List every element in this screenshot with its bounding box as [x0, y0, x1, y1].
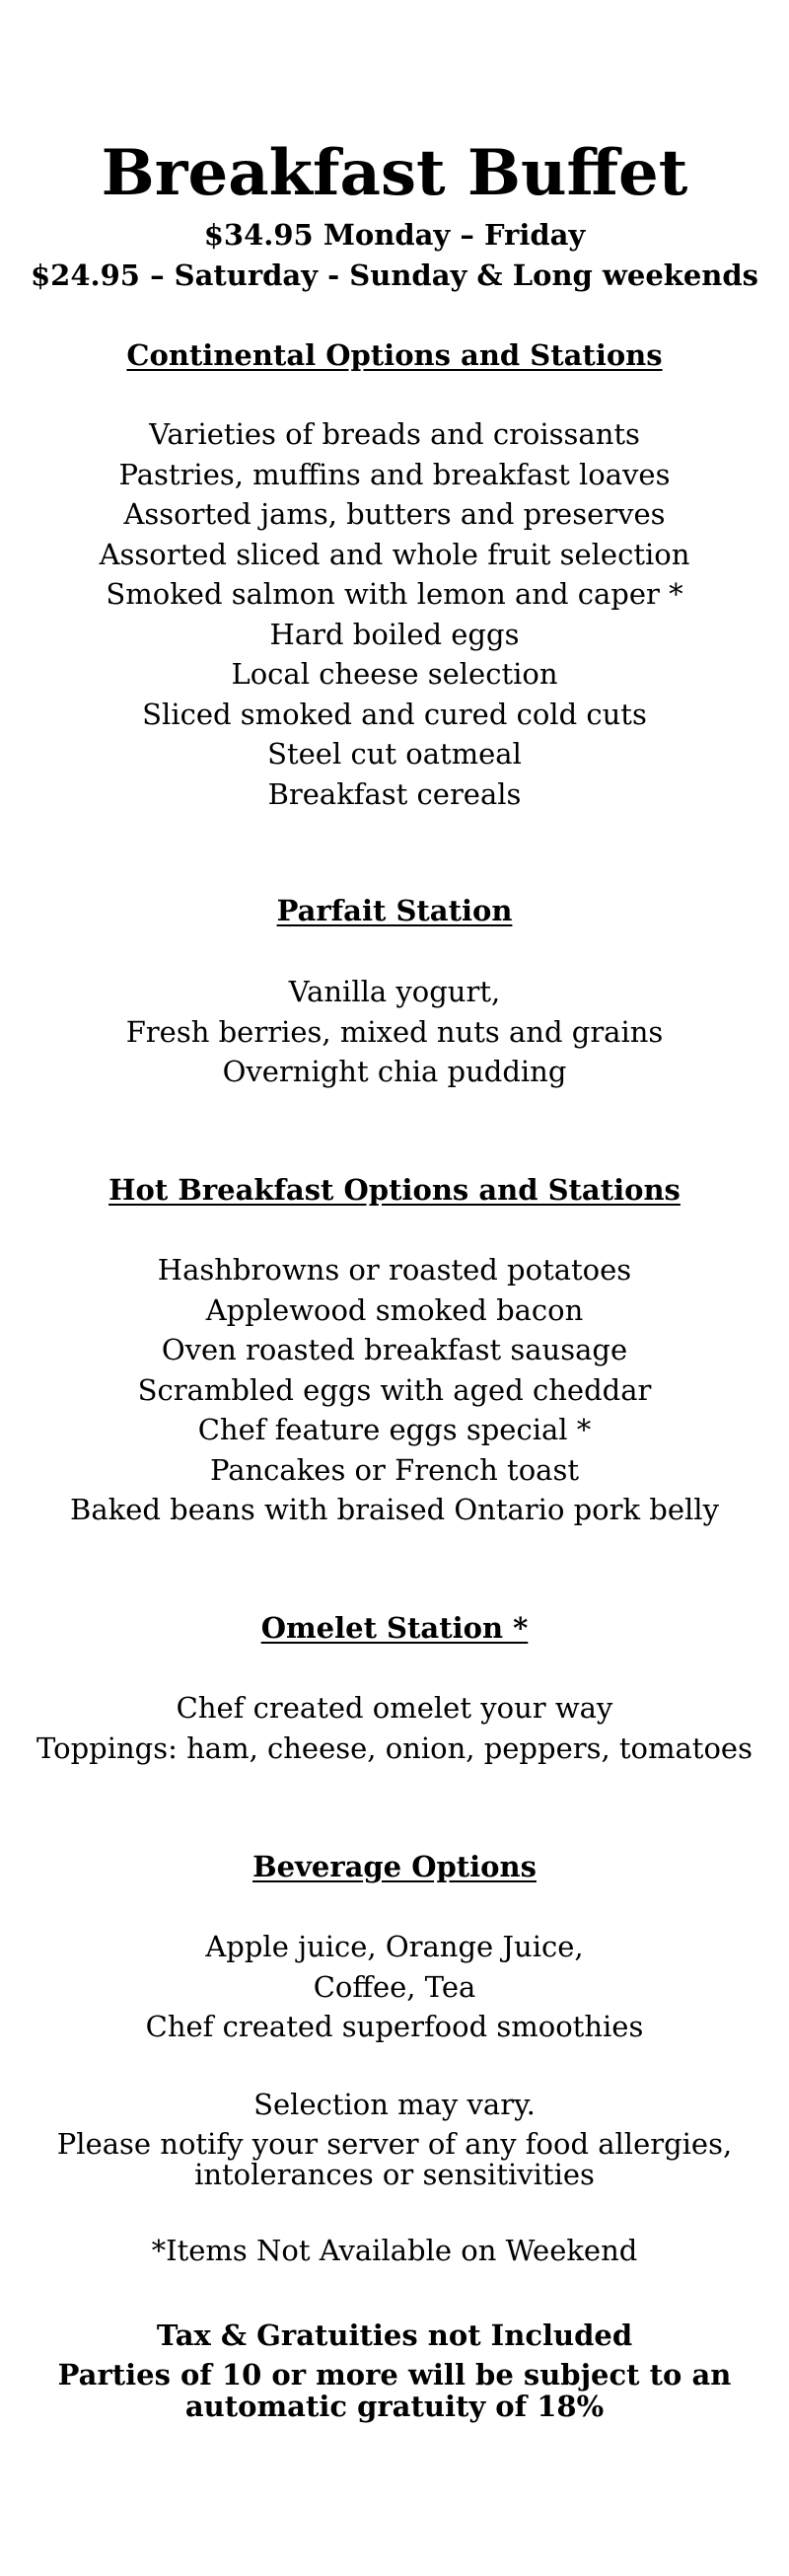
list-item: Breakfast cereals — [267, 776, 522, 811]
continental-list — [0, 414, 789, 814]
tax-note: Tax & Gratuities not Included — [156, 2318, 633, 2352]
menu-title: Breakfast Buffet — [101, 136, 688, 210]
list-item: Pastries, muffins and breakfast loaves — [118, 457, 671, 491]
list-item: Sliced smoked and cured cold cuts — [142, 697, 647, 731]
list-item: Baked beans with braised Ontario pork belly — [70, 1493, 719, 1526]
list-item: Toppings: ham, cheese, onion, peppers, tomatoes — [36, 1730, 753, 1765]
list-item: Chef feature eggs special * — [197, 1413, 592, 1446]
weekend-availability-note: *Items Not Available on Weekend — [151, 2234, 638, 2267]
list-item: Local cheese selection — [231, 657, 558, 691]
list-item: Oven roasted breakfast sausage — [161, 1333, 628, 1366]
list-item: Apple juice, Orange Juice, — [205, 1930, 584, 1963]
parfait-heading: Parfait Station — [276, 894, 513, 927]
list-item: Assorted sliced and whole fruit selection — [99, 537, 690, 571]
list-item: Scrambled eggs with aged cheddar — [137, 1372, 652, 1407]
selection-note: Selection may vary. — [253, 2088, 536, 2121]
list-item: Chef created omelet your way — [176, 1691, 613, 1725]
list-item: Applewood smoked bacon — [205, 1292, 584, 1327]
omelet-heading: Omelet Station * — [260, 1611, 529, 1645]
continental-heading: Continental Options and Stations — [126, 338, 663, 372]
list-item: Varieties of breads and croissants — [149, 417, 640, 451]
list-item: Hashbrowns or roasted potatoes — [157, 1253, 632, 1287]
list-item: Assorted jams, butters and preserves — [123, 497, 666, 531]
gratuity-note-line2: automatic gratuity of 18% — [184, 2390, 605, 2423]
allergy-note-line1: Please notify your server of any food allergies, — [56, 2127, 733, 2161]
beverage-heading: Beverage Options — [252, 1850, 537, 1883]
list-item: Fresh berries, mixed nuts and grains — [125, 1014, 664, 1049]
hot-breakfast-list — [0, 1250, 789, 1530]
omelet-list — [0, 1688, 789, 1768]
parfait-list — [0, 972, 789, 1092]
list-item: Coffee, Tea — [313, 1969, 476, 2004]
list-item: Steel cut oatmeal — [267, 737, 522, 771]
gratuity-note-line1: Parties of 10 or more will be subject to an — [57, 2358, 732, 2392]
beverage-list — [0, 1927, 789, 2047]
list-item: Smoked salmon with lemon and caper * — [106, 577, 683, 611]
list-item: Pancakes or French toast — [210, 1452, 579, 1487]
list-item: Hard boiled eggs — [269, 617, 520, 651]
list-item: Chef created superfood smoothies — [145, 2010, 644, 2043]
weekday-price: $34.95 Monday – Friday — [203, 218, 586, 252]
hot-breakfast-heading: Hot Breakfast Options and Stations — [108, 1173, 681, 1207]
allergy-note-line2: intolerances or sensitivities — [194, 2158, 595, 2191]
list-item: Overnight chia pudding — [222, 1055, 567, 1088]
list-item: Vanilla yogurt, — [288, 975, 501, 1008]
weekend-price: $24.95 – Saturday - Sunday & Long weekends — [30, 258, 758, 292]
